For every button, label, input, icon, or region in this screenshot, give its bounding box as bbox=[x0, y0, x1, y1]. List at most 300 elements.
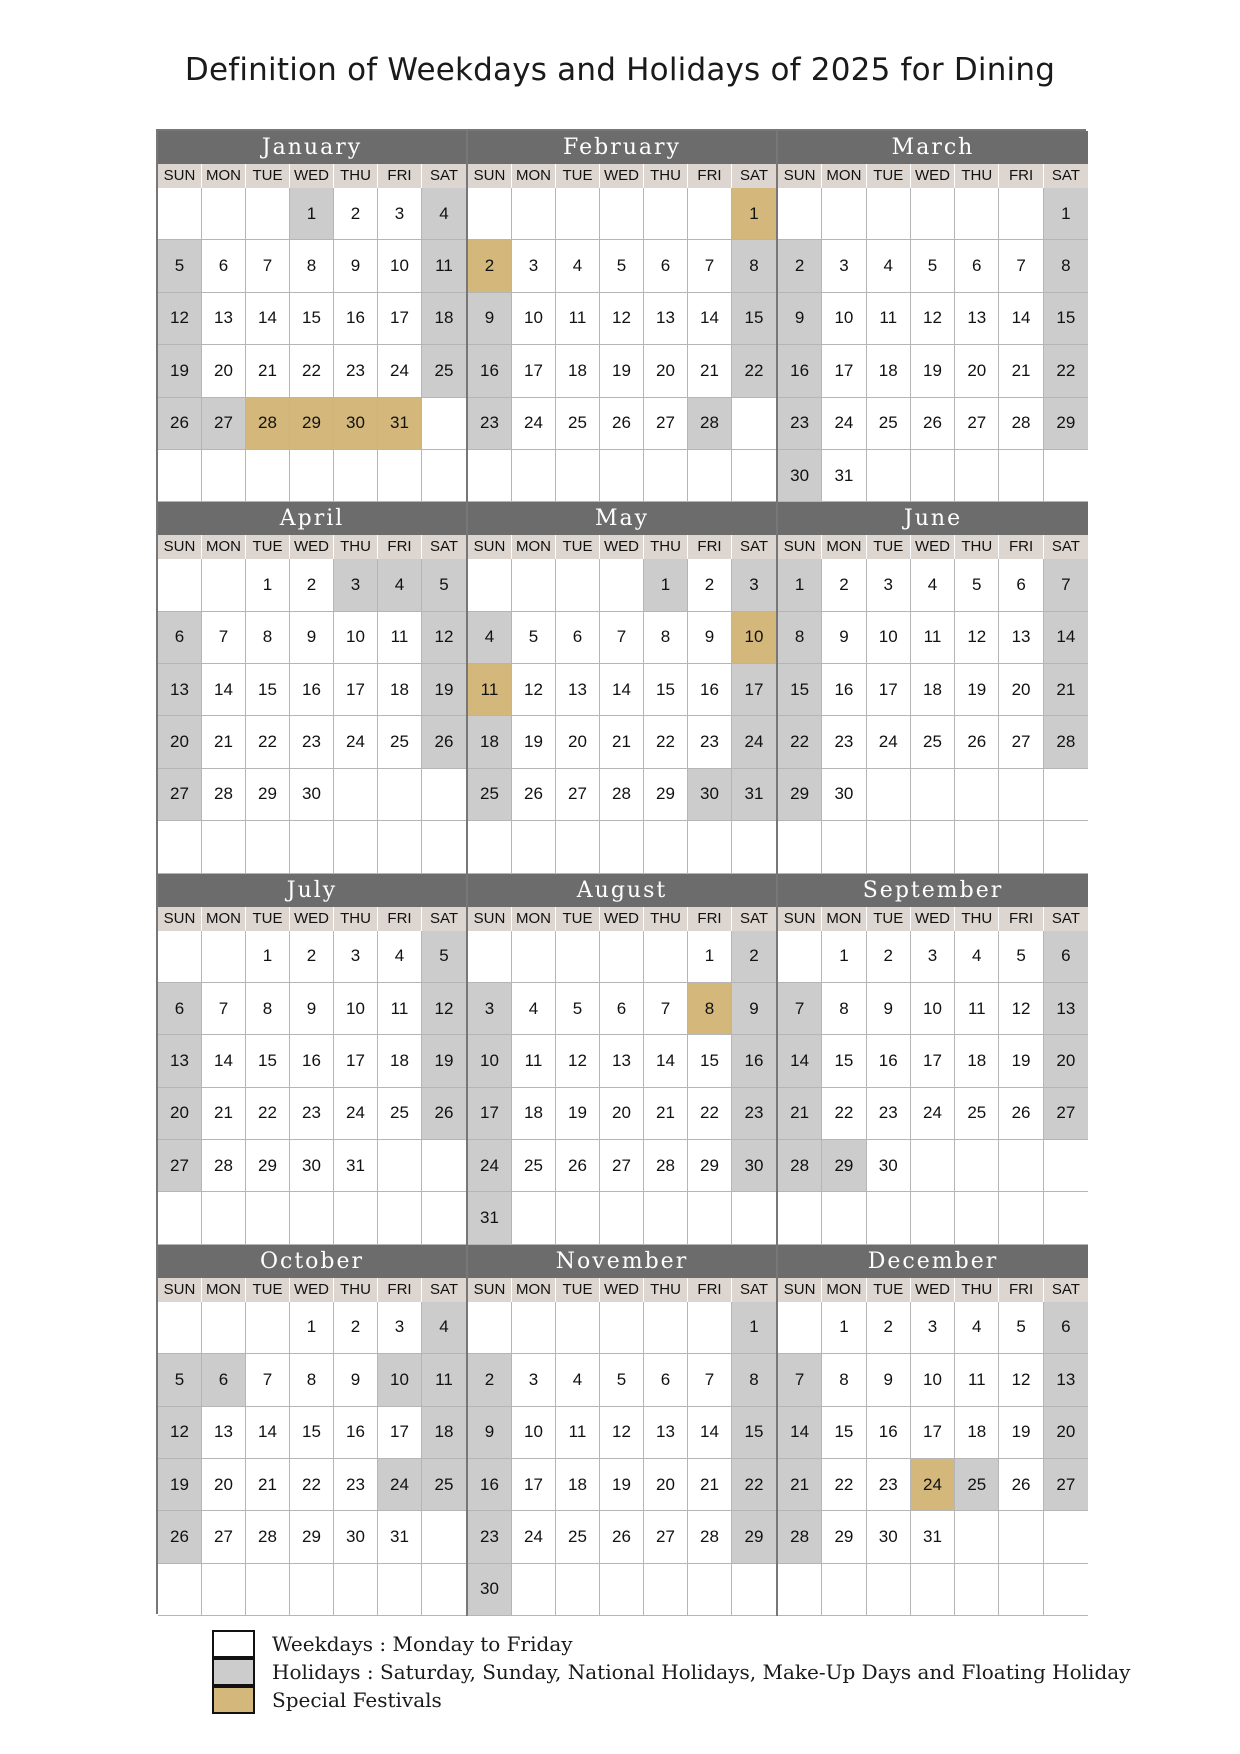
day-cell: 5 bbox=[512, 612, 556, 664]
day-cell: 20 bbox=[158, 1088, 202, 1140]
day-cell: 22 bbox=[778, 716, 822, 768]
day-cell: 24 bbox=[334, 1088, 378, 1140]
day-cell: 25 bbox=[955, 1459, 999, 1511]
weekday-label-tue: TUE bbox=[867, 907, 911, 931]
day-cell: 5 bbox=[158, 240, 202, 292]
empty-day-cell bbox=[688, 1564, 732, 1616]
weekday-label-wed: WED bbox=[290, 907, 334, 931]
day-cell: 16 bbox=[334, 1407, 378, 1459]
day-cell: 25 bbox=[556, 398, 600, 450]
day-cell: 15 bbox=[290, 293, 334, 345]
day-cell: 16 bbox=[867, 1407, 911, 1459]
day-cell: 15 bbox=[822, 1035, 866, 1087]
empty-day-cell bbox=[512, 1302, 556, 1354]
empty-day-cell bbox=[334, 1564, 378, 1616]
empty-day-cell bbox=[732, 1192, 776, 1244]
empty-day-cell bbox=[644, 931, 688, 983]
day-cell: 10 bbox=[378, 1354, 422, 1406]
weekday-label-mon: MON bbox=[822, 1278, 866, 1302]
day-cell: 15 bbox=[246, 664, 290, 716]
day-cell: 26 bbox=[158, 398, 202, 450]
day-cell: 19 bbox=[911, 345, 955, 397]
empty-day-cell bbox=[778, 931, 822, 983]
day-cell: 29 bbox=[1044, 398, 1088, 450]
day-cell: 5 bbox=[158, 1354, 202, 1406]
month-march bbox=[778, 131, 1088, 502]
day-cell: 11 bbox=[955, 1354, 999, 1406]
empty-day-cell bbox=[246, 821, 290, 873]
empty-day-cell bbox=[644, 188, 688, 240]
days-grid bbox=[468, 188, 776, 502]
empty-day-cell bbox=[556, 931, 600, 983]
days-grid bbox=[468, 931, 776, 1245]
day-cell: 17 bbox=[512, 345, 556, 397]
weekday-label-thu: THU bbox=[334, 907, 378, 931]
day-cell: 10 bbox=[911, 983, 955, 1035]
day-cell: 12 bbox=[955, 612, 999, 664]
day-cell: 22 bbox=[644, 716, 688, 768]
day-cell: 16 bbox=[867, 1035, 911, 1087]
day-cell: 13 bbox=[955, 293, 999, 345]
empty-day-cell bbox=[999, 769, 1043, 821]
empty-day-cell bbox=[422, 1511, 466, 1563]
empty-day-cell bbox=[867, 450, 911, 502]
day-cell: 18 bbox=[422, 293, 466, 345]
day-cell: 12 bbox=[158, 1407, 202, 1459]
day-cell: 27 bbox=[158, 769, 202, 821]
day-cell: 17 bbox=[911, 1407, 955, 1459]
day-cell: 16 bbox=[778, 345, 822, 397]
day-cell: 1 bbox=[1044, 188, 1088, 240]
month-june bbox=[778, 502, 1088, 873]
day-cell: 17 bbox=[822, 345, 866, 397]
day-cell: 25 bbox=[955, 1088, 999, 1140]
day-cell: 8 bbox=[732, 1354, 776, 1406]
weekday-label-wed: WED bbox=[911, 535, 955, 559]
page-title: Definition of Weekdays and Holidays of 2025 for Dining bbox=[184, 52, 1056, 88]
empty-day-cell bbox=[1044, 1140, 1088, 1192]
day-cell: 30 bbox=[688, 769, 732, 821]
day-cell: 9 bbox=[688, 612, 732, 664]
weekday-header-row bbox=[158, 164, 466, 188]
day-cell: 6 bbox=[158, 612, 202, 664]
day-cell: 21 bbox=[1044, 664, 1088, 716]
day-cell: 3 bbox=[378, 1302, 422, 1354]
day-cell: 6 bbox=[202, 240, 246, 292]
empty-day-cell bbox=[290, 1192, 334, 1244]
day-cell: 29 bbox=[732, 1511, 776, 1563]
day-cell: 13 bbox=[202, 293, 246, 345]
legend-label-festival: Special Festivals bbox=[272, 1688, 442, 1712]
day-cell: 20 bbox=[158, 716, 202, 768]
weekday-label-mon: MON bbox=[822, 535, 866, 559]
day-cell: 23 bbox=[334, 345, 378, 397]
empty-day-cell bbox=[378, 821, 422, 873]
day-cell: 21 bbox=[688, 1459, 732, 1511]
day-cell: 10 bbox=[334, 612, 378, 664]
weekday-label-fri: FRI bbox=[999, 535, 1043, 559]
day-cell: 8 bbox=[822, 1354, 866, 1406]
weekday-label-tue: TUE bbox=[246, 164, 290, 188]
day-cell: 2 bbox=[468, 1354, 512, 1406]
empty-day-cell bbox=[644, 821, 688, 873]
weekday-label-fri: FRI bbox=[378, 1278, 422, 1302]
empty-day-cell bbox=[468, 188, 512, 240]
day-cell: 27 bbox=[556, 769, 600, 821]
weekday-label-sun: SUN bbox=[468, 535, 512, 559]
empty-day-cell bbox=[556, 1192, 600, 1244]
empty-day-cell bbox=[1044, 821, 1088, 873]
weekday-header-row bbox=[158, 907, 466, 931]
month-title: November bbox=[468, 1245, 776, 1278]
empty-day-cell bbox=[867, 769, 911, 821]
day-cell: 25 bbox=[378, 716, 422, 768]
day-cell: 25 bbox=[422, 345, 466, 397]
day-cell: 5 bbox=[911, 240, 955, 292]
day-cell: 2 bbox=[334, 1302, 378, 1354]
day-cell: 13 bbox=[600, 1035, 644, 1087]
day-cell: 18 bbox=[911, 664, 955, 716]
weekday-label-sun: SUN bbox=[158, 164, 202, 188]
weekday-label-sat: SAT bbox=[1044, 907, 1088, 931]
day-cell: 4 bbox=[556, 1354, 600, 1406]
day-cell: 25 bbox=[512, 1140, 556, 1192]
day-cell: 8 bbox=[246, 612, 290, 664]
day-cell: 8 bbox=[290, 1354, 334, 1406]
day-cell: 3 bbox=[911, 931, 955, 983]
day-cell: 5 bbox=[999, 1302, 1043, 1354]
day-cell: 22 bbox=[822, 1459, 866, 1511]
empty-day-cell bbox=[246, 1302, 290, 1354]
day-cell: 21 bbox=[202, 716, 246, 768]
weekday-label-mon: MON bbox=[202, 1278, 246, 1302]
day-cell: 5 bbox=[422, 931, 466, 983]
empty-day-cell bbox=[290, 450, 334, 502]
day-cell: 25 bbox=[468, 769, 512, 821]
empty-day-cell bbox=[955, 1511, 999, 1563]
day-cell: 24 bbox=[512, 398, 556, 450]
day-cell: 11 bbox=[556, 1407, 600, 1459]
day-cell: 22 bbox=[290, 345, 334, 397]
day-cell: 19 bbox=[422, 664, 466, 716]
day-cell: 9 bbox=[822, 612, 866, 664]
weekday-header-row bbox=[158, 535, 466, 559]
day-cell: 15 bbox=[1044, 293, 1088, 345]
empty-day-cell bbox=[867, 1192, 911, 1244]
day-cell: 24 bbox=[378, 1459, 422, 1511]
day-cell: 14 bbox=[688, 1407, 732, 1459]
empty-day-cell bbox=[422, 450, 466, 502]
empty-day-cell bbox=[378, 1140, 422, 1192]
day-cell: 24 bbox=[911, 1459, 955, 1511]
weekday-label-fri: FRI bbox=[688, 164, 732, 188]
day-cell: 27 bbox=[644, 1511, 688, 1563]
weekday-label-mon: MON bbox=[822, 164, 866, 188]
month-title: August bbox=[468, 874, 776, 907]
day-cell: 3 bbox=[822, 240, 866, 292]
weekday-label-thu: THU bbox=[644, 907, 688, 931]
day-cell: 2 bbox=[688, 559, 732, 611]
weekday-label-thu: THU bbox=[334, 535, 378, 559]
empty-day-cell bbox=[778, 1192, 822, 1244]
day-cell: 23 bbox=[290, 1088, 334, 1140]
empty-day-cell bbox=[334, 1192, 378, 1244]
day-cell: 28 bbox=[1044, 716, 1088, 768]
day-cell: 26 bbox=[422, 1088, 466, 1140]
day-cell: 26 bbox=[512, 769, 556, 821]
day-cell: 3 bbox=[512, 240, 556, 292]
weekday-label-fri: FRI bbox=[999, 907, 1043, 931]
day-cell: 1 bbox=[822, 931, 866, 983]
empty-day-cell bbox=[999, 1140, 1043, 1192]
empty-day-cell bbox=[644, 450, 688, 502]
day-cell: 10 bbox=[867, 612, 911, 664]
empty-day-cell bbox=[378, 1192, 422, 1244]
empty-day-cell bbox=[468, 1302, 512, 1354]
day-cell: 10 bbox=[822, 293, 866, 345]
day-cell: 12 bbox=[422, 983, 466, 1035]
day-cell: 4 bbox=[422, 188, 466, 240]
day-cell: 30 bbox=[334, 398, 378, 450]
empty-day-cell bbox=[1044, 450, 1088, 502]
month-title: September bbox=[778, 874, 1088, 907]
day-cell: 23 bbox=[468, 1511, 512, 1563]
day-cell: 11 bbox=[955, 983, 999, 1035]
day-cell: 22 bbox=[822, 1088, 866, 1140]
empty-day-cell bbox=[422, 769, 466, 821]
empty-day-cell bbox=[955, 188, 999, 240]
day-cell: 20 bbox=[644, 1459, 688, 1511]
day-cell: 24 bbox=[911, 1088, 955, 1140]
day-cell: 13 bbox=[644, 293, 688, 345]
day-cell: 19 bbox=[422, 1035, 466, 1087]
day-cell: 24 bbox=[378, 345, 422, 397]
day-cell: 5 bbox=[600, 1354, 644, 1406]
empty-day-cell bbox=[822, 188, 866, 240]
day-cell: 8 bbox=[1044, 240, 1088, 292]
day-cell: 2 bbox=[290, 559, 334, 611]
empty-day-cell bbox=[867, 1564, 911, 1616]
weekday-label-sat: SAT bbox=[732, 535, 776, 559]
day-cell: 10 bbox=[911, 1354, 955, 1406]
day-cell: 21 bbox=[600, 716, 644, 768]
empty-day-cell bbox=[1044, 1192, 1088, 1244]
day-cell: 29 bbox=[246, 769, 290, 821]
day-cell: 7 bbox=[202, 612, 246, 664]
empty-day-cell bbox=[468, 559, 512, 611]
weekday-header-row bbox=[778, 164, 1088, 188]
empty-day-cell bbox=[999, 450, 1043, 502]
weekday-header-row bbox=[468, 907, 776, 931]
day-cell: 2 bbox=[867, 931, 911, 983]
day-cell: 7 bbox=[778, 1354, 822, 1406]
weekday-header-row bbox=[778, 1278, 1088, 1302]
empty-day-cell bbox=[334, 821, 378, 873]
empty-day-cell bbox=[999, 1511, 1043, 1563]
empty-day-cell bbox=[732, 450, 776, 502]
day-cell: 12 bbox=[600, 1407, 644, 1459]
day-cell: 11 bbox=[911, 612, 955, 664]
legend-swatch-holiday bbox=[212, 1658, 255, 1686]
empty-day-cell bbox=[378, 1564, 422, 1616]
month-december bbox=[778, 1245, 1088, 1616]
day-cell: 24 bbox=[512, 1511, 556, 1563]
empty-day-cell bbox=[512, 559, 556, 611]
empty-day-cell bbox=[512, 821, 556, 873]
month-august bbox=[468, 874, 778, 1245]
empty-day-cell bbox=[600, 821, 644, 873]
day-cell: 2 bbox=[867, 1302, 911, 1354]
day-cell: 4 bbox=[911, 559, 955, 611]
weekday-label-fri: FRI bbox=[688, 535, 732, 559]
empty-day-cell bbox=[822, 1192, 866, 1244]
day-cell: 27 bbox=[644, 398, 688, 450]
empty-day-cell bbox=[158, 1302, 202, 1354]
empty-day-cell bbox=[556, 1302, 600, 1354]
empty-day-cell bbox=[778, 1302, 822, 1354]
day-cell: 24 bbox=[732, 716, 776, 768]
weekday-label-fri: FRI bbox=[378, 907, 422, 931]
days-grid bbox=[778, 559, 1088, 873]
empty-day-cell bbox=[688, 1302, 732, 1354]
days-grid bbox=[468, 1302, 776, 1616]
empty-day-cell bbox=[600, 1302, 644, 1354]
weekday-label-mon: MON bbox=[822, 907, 866, 931]
day-cell: 30 bbox=[334, 1511, 378, 1563]
day-cell: 23 bbox=[732, 1088, 776, 1140]
day-cell: 7 bbox=[246, 1354, 290, 1406]
day-cell: 23 bbox=[290, 716, 334, 768]
day-cell: 23 bbox=[822, 716, 866, 768]
day-cell: 23 bbox=[778, 398, 822, 450]
day-cell: 7 bbox=[202, 983, 246, 1035]
day-cell: 18 bbox=[556, 345, 600, 397]
day-cell: 31 bbox=[822, 450, 866, 502]
day-cell: 10 bbox=[468, 1035, 512, 1087]
days-grid bbox=[158, 188, 466, 502]
days-grid bbox=[158, 931, 466, 1245]
day-cell: 27 bbox=[1044, 1459, 1088, 1511]
month-may bbox=[468, 502, 778, 873]
day-cell: 26 bbox=[911, 398, 955, 450]
day-cell: 10 bbox=[732, 612, 776, 664]
empty-day-cell bbox=[468, 931, 512, 983]
calendar-grid bbox=[156, 129, 1086, 1614]
day-cell: 5 bbox=[999, 931, 1043, 983]
empty-day-cell bbox=[378, 450, 422, 502]
day-cell: 11 bbox=[422, 1354, 466, 1406]
month-february bbox=[468, 131, 778, 502]
day-cell: 18 bbox=[378, 664, 422, 716]
weekday-label-thu: THU bbox=[955, 535, 999, 559]
empty-day-cell bbox=[999, 1192, 1043, 1244]
weekday-label-sat: SAT bbox=[1044, 164, 1088, 188]
day-cell: 4 bbox=[468, 612, 512, 664]
day-cell: 30 bbox=[732, 1140, 776, 1192]
day-cell: 17 bbox=[378, 293, 422, 345]
day-cell: 15 bbox=[778, 664, 822, 716]
weekday-label-thu: THU bbox=[334, 1278, 378, 1302]
legend-label-holiday: Holidays : Saturday, Sunday, National Holidays, Make-Up Days and Floating Holiday bbox=[272, 1660, 1131, 1684]
day-cell: 7 bbox=[1044, 559, 1088, 611]
empty-day-cell bbox=[246, 188, 290, 240]
day-cell: 19 bbox=[999, 1407, 1043, 1459]
day-cell: 31 bbox=[378, 398, 422, 450]
empty-day-cell bbox=[556, 450, 600, 502]
day-cell: 31 bbox=[378, 1511, 422, 1563]
weekday-label-tue: TUE bbox=[867, 1278, 911, 1302]
empty-day-cell bbox=[158, 450, 202, 502]
empty-day-cell bbox=[600, 188, 644, 240]
day-cell: 31 bbox=[468, 1192, 512, 1244]
empty-day-cell bbox=[202, 1564, 246, 1616]
day-cell: 12 bbox=[999, 983, 1043, 1035]
empty-day-cell bbox=[512, 188, 556, 240]
weekday-label-sun: SUN bbox=[468, 1278, 512, 1302]
weekday-label-wed: WED bbox=[290, 1278, 334, 1302]
month-november bbox=[468, 1245, 778, 1616]
day-cell: 19 bbox=[600, 1459, 644, 1511]
day-cell: 19 bbox=[999, 1035, 1043, 1087]
day-cell: 6 bbox=[158, 983, 202, 1035]
empty-day-cell bbox=[911, 1140, 955, 1192]
day-cell: 17 bbox=[512, 1459, 556, 1511]
weekday-label-sun: SUN bbox=[778, 535, 822, 559]
empty-day-cell bbox=[867, 188, 911, 240]
day-cell: 21 bbox=[778, 1459, 822, 1511]
legend-label-weekday: Weekdays : Monday to Friday bbox=[272, 1632, 573, 1656]
day-cell: 4 bbox=[378, 559, 422, 611]
day-cell: 30 bbox=[290, 769, 334, 821]
day-cell: 26 bbox=[600, 398, 644, 450]
day-cell: 27 bbox=[600, 1140, 644, 1192]
day-cell: 7 bbox=[246, 240, 290, 292]
day-cell: 16 bbox=[468, 1459, 512, 1511]
weekday-label-thu: THU bbox=[955, 907, 999, 931]
day-cell: 1 bbox=[732, 1302, 776, 1354]
weekday-label-wed: WED bbox=[911, 1278, 955, 1302]
day-cell: 8 bbox=[778, 612, 822, 664]
day-cell: 11 bbox=[867, 293, 911, 345]
day-cell: 23 bbox=[867, 1459, 911, 1511]
day-cell: 18 bbox=[468, 716, 512, 768]
day-cell: 12 bbox=[600, 293, 644, 345]
day-cell: 7 bbox=[688, 1354, 732, 1406]
day-cell: 21 bbox=[202, 1088, 246, 1140]
day-cell: 16 bbox=[688, 664, 732, 716]
day-cell: 23 bbox=[468, 398, 512, 450]
day-cell: 14 bbox=[778, 1407, 822, 1459]
day-cell: 13 bbox=[158, 1035, 202, 1087]
day-cell: 9 bbox=[290, 983, 334, 1035]
weekday-label-sun: SUN bbox=[778, 164, 822, 188]
month-title: April bbox=[158, 502, 466, 535]
day-cell: 11 bbox=[512, 1035, 556, 1087]
day-cell: 29 bbox=[822, 1511, 866, 1563]
month-title: December bbox=[778, 1245, 1088, 1278]
empty-day-cell bbox=[202, 931, 246, 983]
days-grid bbox=[778, 188, 1088, 502]
day-cell: 12 bbox=[422, 612, 466, 664]
day-cell: 26 bbox=[999, 1088, 1043, 1140]
day-cell: 18 bbox=[556, 1459, 600, 1511]
day-cell: 24 bbox=[468, 1140, 512, 1192]
day-cell: 31 bbox=[732, 769, 776, 821]
days-grid bbox=[158, 559, 466, 873]
weekday-label-sun: SUN bbox=[778, 1278, 822, 1302]
empty-day-cell bbox=[512, 931, 556, 983]
day-cell: 15 bbox=[290, 1407, 334, 1459]
